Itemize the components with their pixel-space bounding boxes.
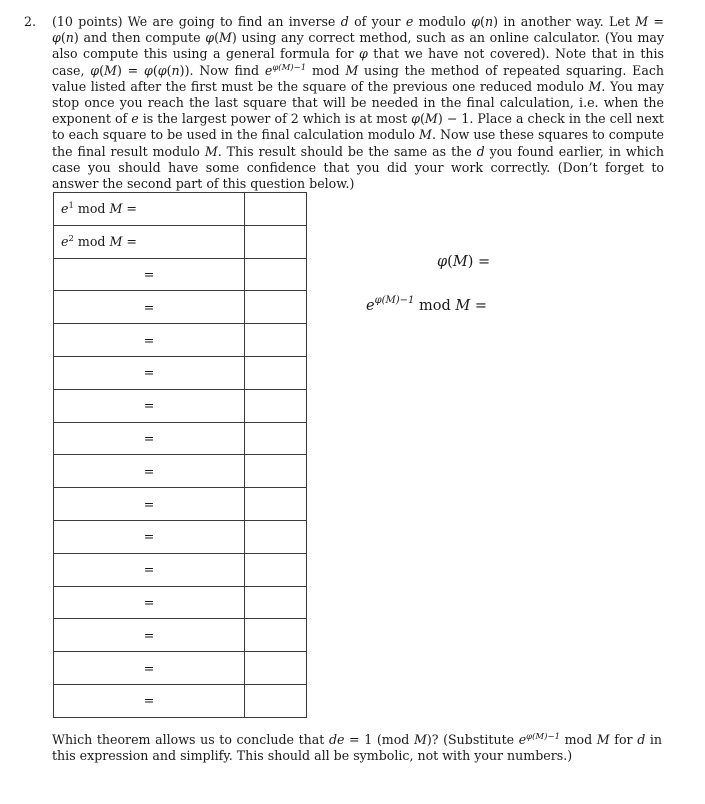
table-row [54, 520, 307, 553]
value-cell[interactable] [54, 324, 245, 357]
table-row [54, 455, 307, 488]
equals-sign: = [143, 299, 155, 315]
table-row [54, 652, 307, 685]
check-cell[interactable] [245, 356, 307, 389]
equals-sign: = [143, 332, 155, 348]
equals-sign: = [143, 594, 155, 610]
theorem-question: Which theorem allows us to conclude that de = 1 (mod M)? (Substitute $e^{\varphi(M)-1}$ mod M for d in this expression and simplify. This should all be symbolic, not with your numbers.) [52, 732, 662, 764]
check-cell[interactable] [245, 619, 307, 652]
check-cell[interactable] [245, 553, 307, 586]
value-cell[interactable] [54, 258, 245, 291]
row-label: $e^1$ mod M = [61, 201, 137, 217]
value-cell[interactable] [54, 291, 245, 324]
check-cell[interactable] [245, 586, 307, 619]
check-cell[interactable] [245, 455, 307, 488]
table-row [54, 586, 307, 619]
table-row [54, 488, 307, 521]
value-cell[interactable] [54, 684, 245, 717]
equals-sign: = [143, 398, 155, 414]
value-cell[interactable] [54, 619, 245, 652]
equals-sign: = [143, 430, 155, 446]
check-cell[interactable] [245, 652, 307, 685]
table-row [54, 619, 307, 652]
equals-sign: = [143, 365, 155, 381]
table-row [54, 193, 307, 226]
check-cell[interactable] [245, 389, 307, 422]
value-cell[interactable] [54, 520, 245, 553]
value-cell[interactable] [54, 586, 245, 619]
check-cell[interactable] [245, 258, 307, 291]
value-cell[interactable] [54, 422, 245, 455]
check-cell[interactable] [245, 193, 307, 226]
value-cell[interactable] [54, 193, 245, 226]
check-cell[interactable] [245, 520, 307, 553]
equals-sign: = [143, 562, 155, 578]
equals-sign: = [143, 266, 155, 282]
equals-sign: = [143, 496, 155, 512]
squaring-table [53, 192, 307, 718]
value-cell[interactable] [54, 455, 245, 488]
check-cell[interactable] [245, 324, 307, 357]
equals-sign: = [143, 693, 155, 709]
table-row [54, 553, 307, 586]
table-row [54, 356, 307, 389]
value-cell[interactable] [54, 652, 245, 685]
table-row [54, 225, 307, 258]
check-cell[interactable] [245, 291, 307, 324]
table-row [54, 422, 307, 455]
check-cell[interactable] [245, 422, 307, 455]
value-cell[interactable] [54, 389, 245, 422]
table-row [54, 324, 307, 357]
row-label: $e^2$ mod M = [61, 234, 137, 250]
value-cell[interactable] [54, 553, 245, 586]
table-row [54, 291, 307, 324]
equals-sign: = [143, 463, 155, 479]
value-cell[interactable] [54, 488, 245, 521]
final-result-answer[interactable]: $e^{\varphi(M)-1}$ mod M = [366, 295, 487, 314]
value-cell[interactable] [54, 225, 245, 258]
phi-of-m-answer[interactable]: φ(M) = [437, 254, 491, 270]
table-row [54, 684, 307, 717]
equals-sign: = [143, 660, 155, 676]
table-row [54, 389, 307, 422]
check-cell[interactable] [245, 488, 307, 521]
problem-text: (10 points) We are going to find an inverse d of your e modulo φ(n) in another way. Let M = φ(n) and then compute φ(M) using any correct method, such as an online calculator. (You may also compute this using a general formula for φ that we have not covered). Note that in this case, φ(M) = φ(φ(n)). Now find $e^{\varphi(M)-1}$ mod M using the method of repeated squaring. Each value listed after the first must be the square of the previous one reduced modulo M. You may stop once you reach the last square that will be needed in the final calculation, i.e. when the exponent of e is the largest power of 2 which is at most φ(M) − 1. Place a check in the cell next to each square to be used in the final calculation modulo M. Now use these squares to compute the final result modulo M. This result should be the same as the d you found earlier, in which case you should have some confidence that you did your work correctly. (Don’t forget to answer the second part of this question below.) [52, 14, 665, 192]
question-number: 2. [24, 14, 37, 29]
equals-sign: = [143, 627, 155, 643]
value-cell[interactable] [54, 356, 245, 389]
check-cell[interactable] [245, 225, 307, 258]
check-cell[interactable] [245, 684, 307, 717]
equals-sign: = [143, 529, 155, 545]
table-row [54, 258, 307, 291]
